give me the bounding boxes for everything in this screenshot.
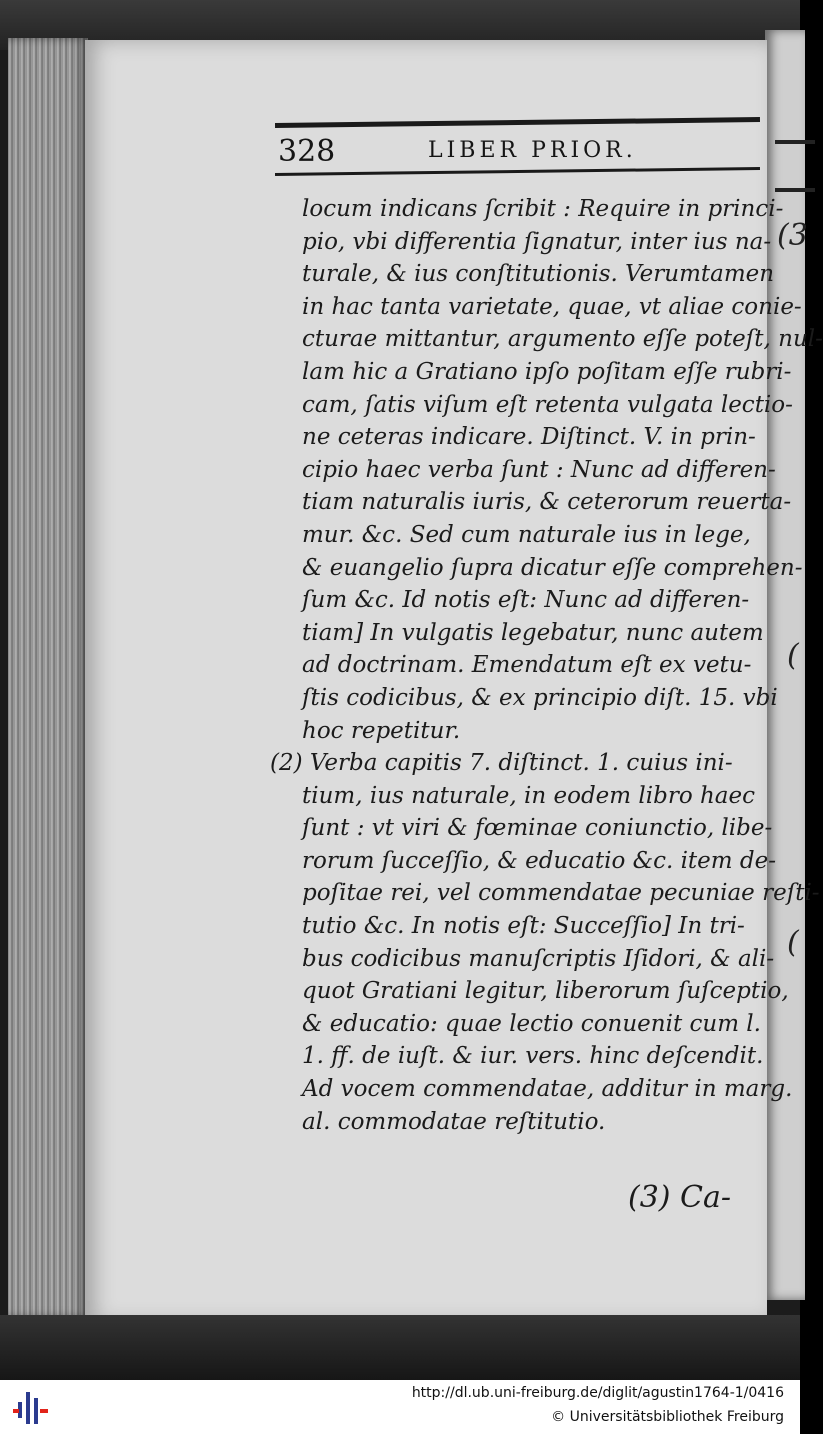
- text-line: tiam] In vulgatis legebatur, nunc autem: [302, 619, 764, 646]
- text-line: tutio &c. In notis eſt: Succeſſio] In tri-: [302, 913, 745, 940]
- text-line: pio, vbi differentia ſignatur, inter ius na-: [302, 228, 772, 255]
- facing-page-mark: (: [787, 638, 799, 673]
- text-line: ſum &c. Id notis eſt: Nunc ad differen-: [302, 587, 750, 614]
- text-line: & educatio: quae lectio conuenit cum l.: [302, 1010, 761, 1037]
- facing-page-mark: (: [787, 925, 799, 960]
- text-line: lam hic a Gratiano ipſo poſitam eſſe rubri-: [302, 358, 792, 385]
- text-line: in hac tanta varietate, quae, vt aliae conie-: [302, 293, 802, 320]
- text-line: turale, & ius conſtitutionis. Verumtamen: [302, 261, 775, 288]
- page-number: 328: [278, 134, 336, 169]
- text-line: cturae mittantur, argumento eſſe poteſt, nul-: [302, 326, 823, 353]
- text-line: (2) Verba capitis 7. diſtinct. 1. cuius ini-: [270, 750, 733, 777]
- facing-page-rule: [775, 188, 815, 192]
- text-line: rorum ſucceſſio, & educatio &c. item de-: [302, 847, 777, 874]
- body-text: [270, 193, 823, 1138]
- text-line: locum indicans ſcribit : Require in princi-: [302, 196, 784, 222]
- text-line: cam, ſatis viſum eſt retenta vulgata lectio-: [302, 391, 793, 418]
- text-line: ne ceteras indicare. Diſtinct. V. in prin-: [302, 424, 756, 451]
- viewer-footer: [0, 1380, 800, 1434]
- ub-freiburg-logo-icon: [12, 1388, 52, 1428]
- text-line: Ad vocem commendatae, additur in marg.: [302, 1076, 793, 1103]
- book-page-edges: [8, 38, 88, 1318]
- text-line: & euangelio ſupra dicatur eſſe comprehen-: [302, 554, 803, 581]
- text-line: tiam naturalis iuris, & ceterorum reuerta-: [302, 489, 792, 516]
- permalink[interactable]: http://dl.ub.uni-freiburg.de/diglit/agustin1764-1/0416: [411, 1385, 784, 1401]
- text-line: al. commodatae reſtitutio.: [302, 1108, 606, 1135]
- background-bottom: [0, 1315, 800, 1380]
- text-line: tium, ius naturale, in eodem libro haec: [302, 782, 756, 809]
- text-line: ſunt : vt viri & fœminae coniunctio, libe-: [302, 815, 773, 842]
- running-head: LIBER PRIOR.: [428, 138, 637, 163]
- catchword: (3) Ca-: [628, 1180, 732, 1215]
- text-line: quot Gratiani legitur, liberorum ſuſceptio,: [302, 978, 789, 1005]
- text-line: ad doctrinam. Emendatum eſt ex vetu-: [302, 652, 752, 679]
- text-line: 1. ff. de iuſt. & iur. vers. hinc deſcendit.: [302, 1043, 764, 1070]
- text-line: bus codicibus manuſcriptis Iſidori, & ali-: [302, 945, 775, 972]
- text-line: hoc repetitur.: [302, 717, 461, 744]
- copyright-notice: © Universitätsbibliothek Freiburg: [551, 1409, 784, 1425]
- facing-page-mark: (3: [777, 218, 808, 253]
- text-line: poſitae rei, vel commendatae pecuniae reſti-: [302, 880, 820, 907]
- text-line: ſtis codicibus, & ex principio diſt. 15. vbi: [302, 684, 778, 711]
- facing-page-rule: [775, 140, 815, 144]
- text-line: mur. &c. Sed cum naturale ius in lege,: [302, 521, 751, 548]
- text-line: cipio haec verba ſunt : Nunc ad differen-: [302, 456, 776, 483]
